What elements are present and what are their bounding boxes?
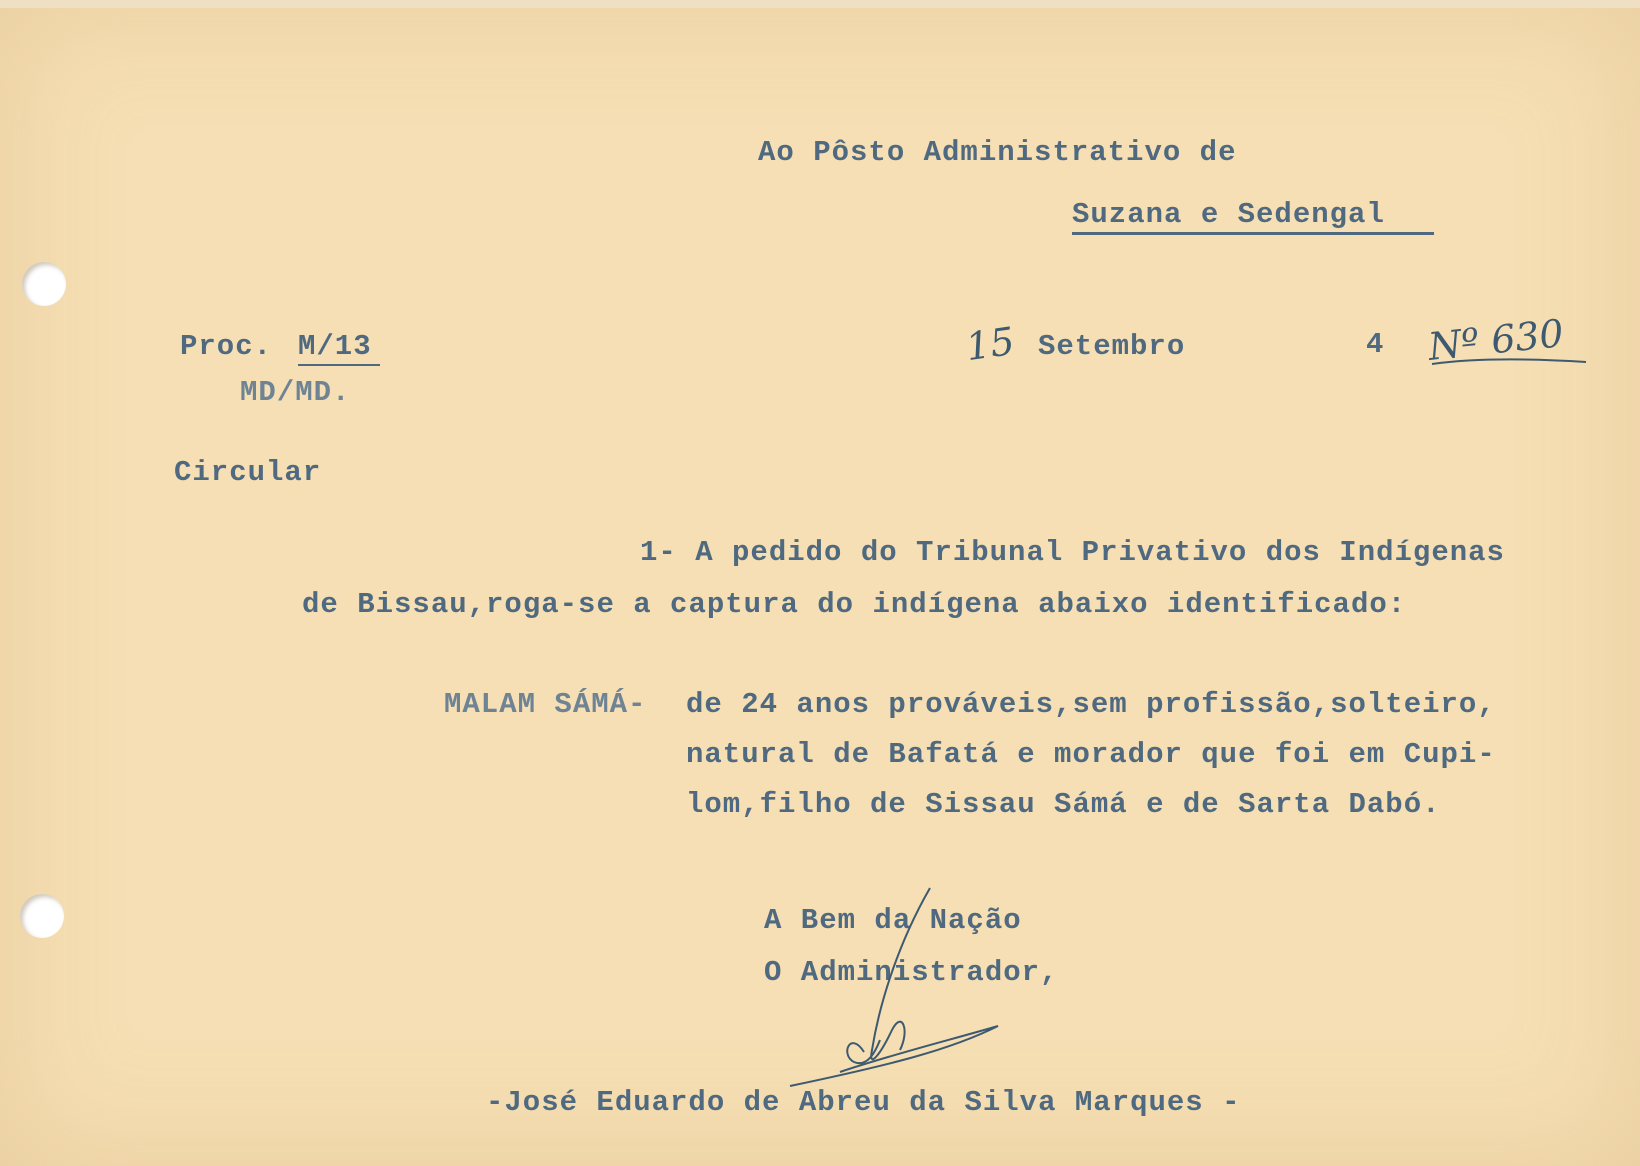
proc-number-underline <box>298 364 380 366</box>
person-line-3: lom,filho de Sissau Sámá e de Sarta Dabó. <box>686 788 1441 821</box>
handwritten-number-underline <box>1430 350 1590 370</box>
circular-label: Circular <box>174 456 322 489</box>
date-day-handwritten: 15 <box>963 318 1018 370</box>
handwritten-signature <box>780 880 1020 1100</box>
punch-hole-top <box>22 262 66 306</box>
closing-salutation: A Bem da Nação <box>764 904 1022 937</box>
person-name: MALAM SÁMÁ- <box>444 688 647 721</box>
body-line-2: de Bissau,roga-se a captura do indígena abaixo identificado: <box>302 588 1407 621</box>
closing-title: O Administrador, <box>764 956 1059 989</box>
document-number-handwritten: Nº 630 <box>1426 311 1566 369</box>
person-line-2: natural de Bafatá e morador que foi em Cupi- <box>686 738 1496 771</box>
person-line-1: de 24 anos prováveis,sem profissão,solteiro, <box>686 688 1496 721</box>
addressee-line-2: Suzana e Sedengal <box>1072 198 1385 231</box>
proc-label: Proc. <box>180 330 273 363</box>
proc-number: M/13 <box>298 330 372 363</box>
date-month: Setembro <box>1038 330 1186 363</box>
date-year-digit: 4 <box>1366 328 1385 361</box>
paper-top-edge <box>0 0 1640 8</box>
signatory-name: -José Eduardo de Abreu da Silva Marques - <box>486 1086 1241 1119</box>
reference-initials: MD/MD. <box>240 376 351 409</box>
punch-hole-bottom <box>20 894 64 938</box>
body-line-1: 1- A pedido do Tribunal Privativo dos Indígenas <box>640 536 1505 569</box>
addressee-line-1: Ao Pôsto Administrativo de <box>758 136 1237 169</box>
addressee-underline <box>1072 232 1434 235</box>
